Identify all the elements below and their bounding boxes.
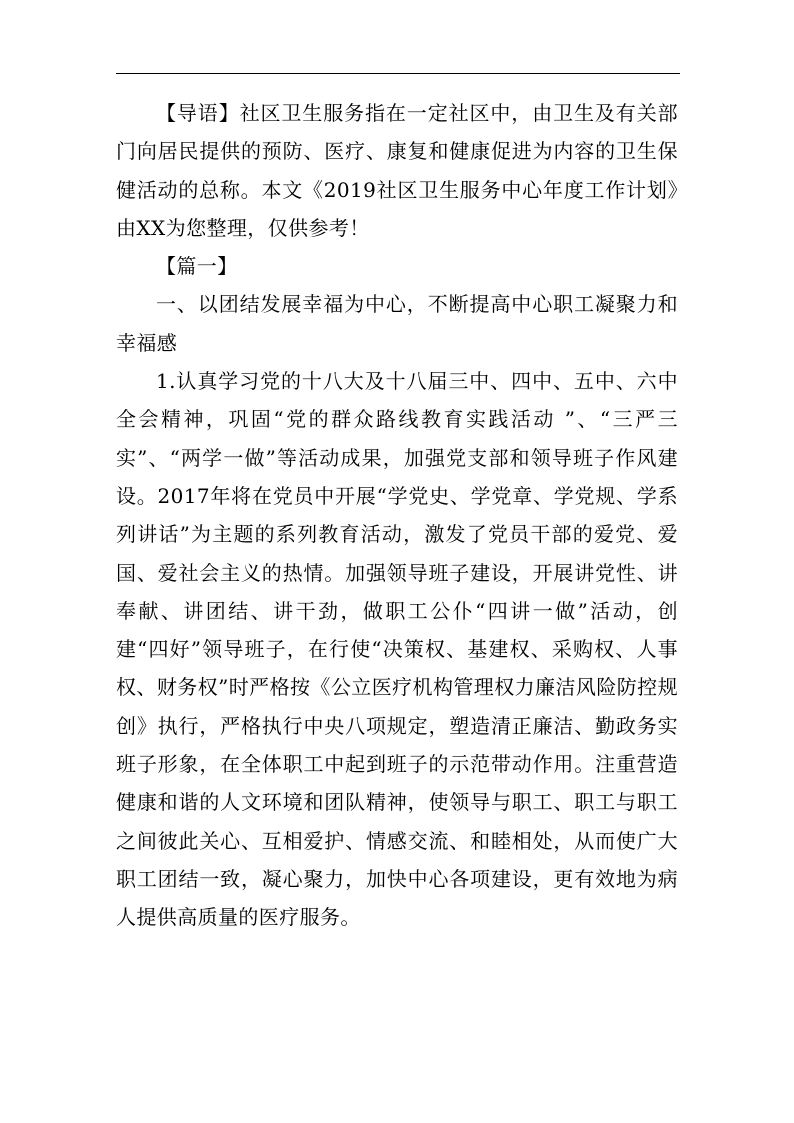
body-paragraph: 1.认真学习党的十八大及十八届三中、四中、五中、六中全会精神，巩固“党的群众路线教育实践活动 ”、“三严三实”、“两学一做”等活动成果，加强党支部和领导班子作风建设。2017年将在党员中开展“学党史、学党章、学党规、学系列讲话”为主题的系列教育活动，激发了党员干部的爱党、爱国、爱社会主义的热情。加强领导班子建设，开展讲党性、讲奉献、讲团结、讲干劲，做职工公仆“四讲一做”活动，创建“四好”领导班子，在行使“决策权、基建权、采购权、人事权、财务权”时严格按《公立医疗机构管理权力廉洁风险防控规创》执行，严格执行中央八项规定，塑造清正廉洁、勤政务实班子形象，在全体职工中起到班子的示范带动作用。注重营造健康和谐的人文环境和团队精神，使领导与职工、职工与职工之间彼此关心、互相爱护、情感交流、和睦相处，从而使广大职工团结一致，凝心聚力，加快中心各项建设，更有效地为病人提供高质量的医疗服务。 <box>116 369 678 930</box>
intro-paragraph: 【导语】社区卫生服务指在一定社区中，由卫生及有关部门向居民提供的预防、医疗、康复和健康促进为内容的卫生保健活动的总称。本文《2019社区卫生服务中心年度工作计划》由XX为您整理，仅供参考！ <box>116 101 678 240</box>
heading-1: 一、以团结发展幸福为中心，不断提高中心职工凝聚力和幸福感 <box>116 292 678 355</box>
header-rule <box>116 73 680 74</box>
section-title: 【篇一】 <box>156 254 238 279</box>
document-body <box>116 94 678 937</box>
